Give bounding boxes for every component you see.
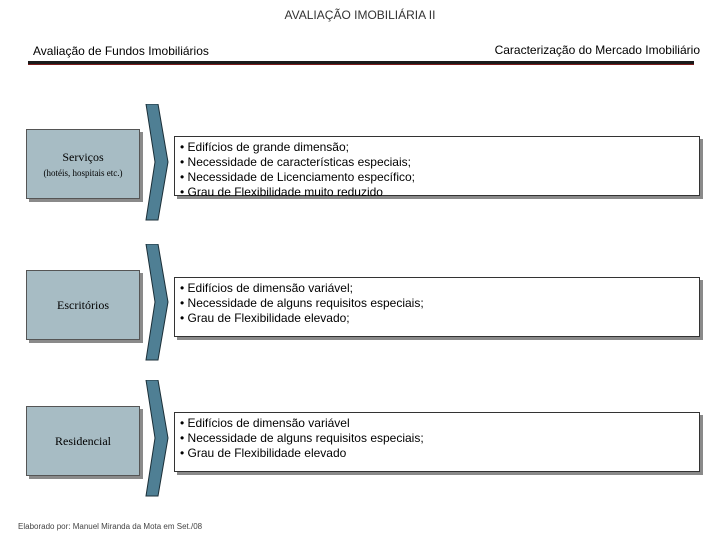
category-sublabel: (hotéis, hospitais etc.) bbox=[43, 168, 123, 178]
section-subtitle: Avaliação de Fundos Imobiliários bbox=[33, 44, 209, 58]
description-line: • Necessidade de Licenciamento específico; bbox=[180, 170, 416, 184]
category-box-residencial bbox=[26, 406, 140, 476]
description-line: • Grau de Flexibilidade elevado; bbox=[180, 311, 350, 325]
category-box-servicos bbox=[26, 129, 140, 199]
topic-subtitle: Caracterização do Mercado Imobiliário bbox=[494, 43, 700, 57]
description-line: • Grau de Flexibilidade elevado bbox=[180, 446, 347, 460]
chevron-arrow-icon bbox=[144, 104, 170, 224]
category-label: Escritórios bbox=[57, 297, 109, 312]
description-line: • Necessidade de características especiais; bbox=[180, 155, 411, 169]
slide-title: AVALIAÇÃO IMOBILIÁRIA II bbox=[284, 8, 436, 22]
description-line: • Edifícios de dimensão variável; bbox=[180, 281, 353, 295]
category-label: Residencial bbox=[55, 433, 111, 448]
category-box-escritorios bbox=[26, 270, 140, 340]
description-box-escritorios bbox=[174, 277, 700, 337]
chevron-arrow-icon bbox=[144, 244, 170, 364]
footer-credit: Elaborado por: Manuel Miranda da Mota em Set./08 bbox=[18, 522, 203, 531]
description-line: • Edifícios de dimensão variável bbox=[180, 416, 350, 430]
description-line: • Necessidade de alguns requisitos especiais; bbox=[180, 296, 424, 310]
description-line: • Necessidade de alguns requisitos especiais; bbox=[180, 431, 424, 445]
description-line: • Grau de Flexibilidade muito reduzido bbox=[180, 185, 383, 199]
category-label: Serviços bbox=[62, 150, 104, 164]
description-box-servicos bbox=[174, 136, 700, 199]
description-box-residencial bbox=[174, 412, 700, 472]
description-line: • Edifícios de grande dimensão; bbox=[180, 140, 349, 154]
header-rule bbox=[28, 61, 694, 65]
chevron-arrow-icon bbox=[144, 380, 170, 500]
